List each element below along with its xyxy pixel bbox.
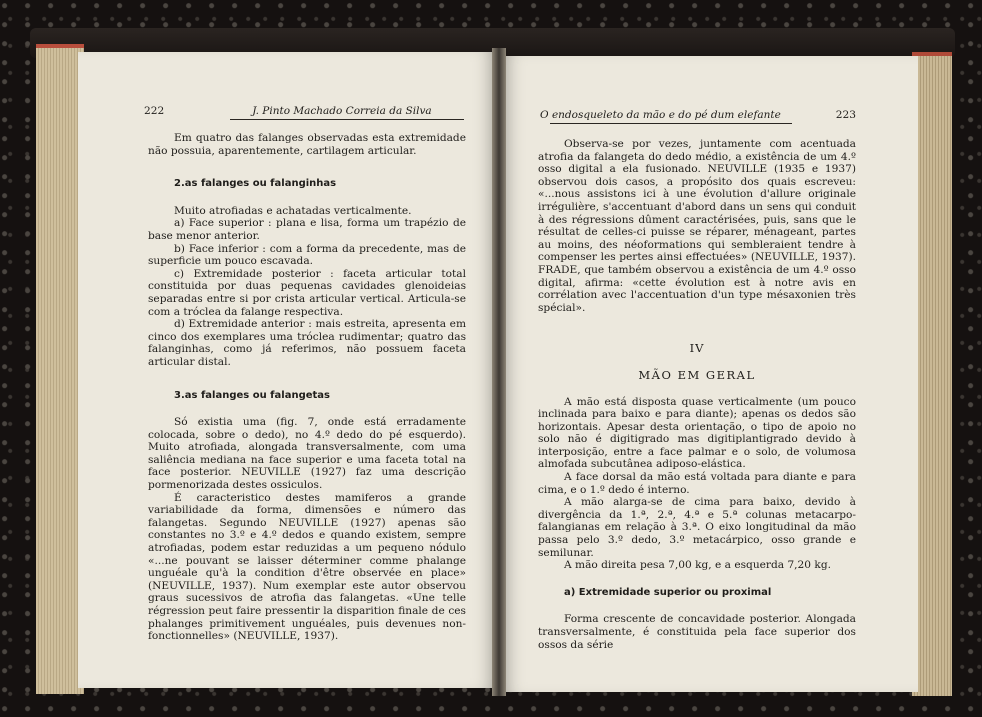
left-running-head: J. Pinto Machado Correia da Silva — [252, 105, 432, 118]
right-page — [500, 56, 918, 692]
section-2-item-d: d) Extremidade anterior : mais estreita, apresenta em cinco dos exemplares uma tróclea rudimentar; quatro das falanginhas, como já referimos, não possuem faceta articular distal. — [148, 318, 466, 368]
right-page-number: 223 — [835, 109, 856, 122]
right-paragraph-6: Forma crescente de concavidade posterior. Alongada transversalmente, é constituida pela face superior dos ossos da série — [538, 613, 856, 651]
right-paragraph-1: Observa-se por vezes, juntamente com acentuada atrofia da falangeta do dedo médio, a existência de um 4.º osso digital a ela fusionado. NEUVILLE (1935 e 1937) observou dois casos, a propósito dos quais escreveu: «...nous assistons ici à une évolution d'allure originale irrégulière, s'accentuant d'abord dans un sens qui conduit à des régressions dûment caractérisées, puis, sans que le résultat de celles-ci puisse se réparer, ménageant, partes au moins, des néoformations qui sembleraient tendre à compenser les pertes ainsi effectuées» (NEUVILLE, 1937). FRADE, que também observou a existência de um 4.º osso digital, afirma: «cette évolution est à notre avis en corrélation avec l'accentuation d'un type mésaxonien très spécial». — [538, 138, 856, 314]
section-2-paragraph-1: Muito atrofiadas e achatadas verticalmente. — [174, 204, 412, 217]
left-running-header — [144, 104, 474, 118]
right-running-head: O endosqueleto da mão e do pé dum elefante — [540, 109, 781, 122]
section-3-paragraph-1: Só existia uma (fig. 7, onde está erradamente colocada, sobre o dedo), no 4.º dedo do pé esquerdo). Muito atrofiada, alongada transversalmente, com uma saliência mediana na face superior e uma faceta total na face posterior. NEUVILLE (1927) faz uma descrição pormenorizada destes ossiculos. — [148, 416, 466, 492]
right-paragraph-3: A face dorsal da mão está voltada para diante e para cima, e o 1.º dedo é interno. — [538, 471, 856, 496]
left-intro-paragraph: Em quatro das falanges observadas esta extremidade não possuia, aparentemente, cartilagem articular. — [148, 132, 466, 157]
left-page-edges — [36, 44, 84, 694]
section-2-item-c: c) Extremidade posterior : faceta articular total constituida por duas pequenas cavidades glenoideias separadas entre si por crista articular vertical. Articula-se com a tróclea da falange respectiva. — [148, 267, 466, 318]
right-running-header — [540, 108, 856, 122]
right-header-rule — [550, 123, 792, 124]
section-2-heading: 2.as falanges ou falanginhas — [174, 178, 337, 190]
left-page — [78, 52, 498, 688]
right-text-block — [538, 138, 856, 651]
left-header-rule — [230, 119, 464, 120]
right-paragraph-2: A mão está disposta quase verticalmente (um pouco inclinada para baixo e para diante); apenas os dedos são horizontais. Apesar desta orientação, o tipo de apoio no solo não é digitigrado mas digitiplantigrado devido à interposição, entre a face palmar e o solo, de volumosa almofada subcutânea adiposo-elástica. — [538, 395, 856, 471]
section-2-item-a: a) Face superior : plana e lisa, forma um trapézio de base menor anterior. — [148, 217, 466, 242]
chapter-title: MÃO EM GERAL — [638, 367, 756, 382]
left-text-block — [148, 132, 466, 643]
right-paragraph-4: A mão alarga-se de cima para baixo, devido à divergência da 1.ª, 2.ª, 4.ª e 5.ª colunas metacarpo-falangianas em relação à 3.ª. O eixo longitudinal da mão passa pelo 3.º dedo, 3.º metacárpico, osso grande e semilunar. — [538, 496, 856, 559]
chapter-number: IV — [689, 341, 705, 356]
left-page-number: 222 — [144, 105, 165, 118]
section-3-paragraph-2: É caracteristico destes mamiferos a grande variabilidade da forma, dimensões e número das falangetas. Segundo NEUVILLE (1927) apenas são constantes no 3.º e 4.º dedos e quando existem, sempre atrofiadas, podem estar reduzidas a um pequeno nódulo «...ne pouvant se laisser déterminer comme phalange unguéale qu'à la condition d'être observée en place» (NEUVILLE, 1937). Num exemplar este autor observou graus sucessivos de atrofia das falangetas. «Une telle régression peut faire pressentir la disparition finale de ces phalanges primitivement unguéales, puis devenues non-fonctionnelles» (NEUVILLE, 1937). — [148, 491, 466, 643]
section-3-heading: 3.as falanges ou falangetas — [174, 389, 330, 401]
right-paragraph-5: A mão direita pesa 7,00 kg, e a esquerda 7,20 kg. — [564, 559, 831, 572]
right-page-edges — [912, 52, 952, 696]
section-2-item-b: b) Face inferior : com a forma da precedente, mas de superficie um pouco escavada. — [148, 242, 466, 268]
section-a-heading: a) Extremidade superior ou proximal — [564, 586, 772, 598]
book-gutter — [492, 48, 506, 696]
